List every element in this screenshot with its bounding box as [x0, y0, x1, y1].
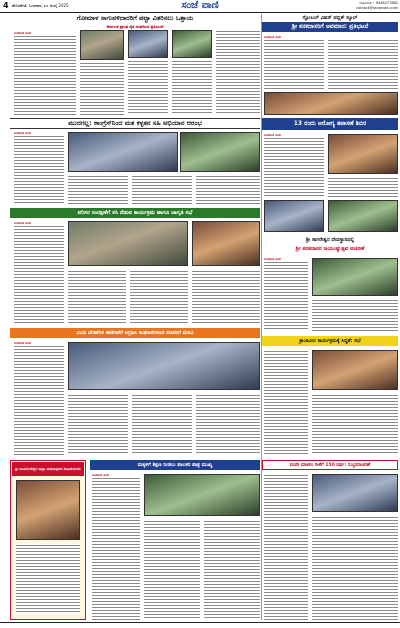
headline-1: ಗೋಮಾಳ ಸಾಗುವಳಿದಾರರಿಗೆ ಪಟ್ಟಾ ವಿತರಿಸಲು ಒತ್ತಾಯ [76, 14, 194, 22]
story-9-photo-2 [192, 221, 260, 266]
contact-line-2: contact@sanjevani.com [356, 6, 398, 10]
headline-10: ವಂದೇ ಮಾತರಂ ಗೀತೆಗೆ 150 ವರ್ಷ: ಸಂಭ್ರಮಾಚರಣೆ [262, 460, 398, 470]
column-rule [261, 14, 262, 620]
story-12-text [264, 350, 308, 455]
headline-8: ಕ್ರಾಂತಿವೀರ ಕಾರ್ಯಕ್ರಮಕ್ಕೆ ಸಿದ್ಧತೆ: ಸಭೆ [262, 336, 398, 346]
story-11-text-col3 [132, 394, 192, 455]
story-9-text-col3 [130, 270, 188, 325]
headline-6-main: ಶ್ರೀ ಕನಕದಾಸರ ಜಯಂತ್ಯುತ್ಸವ ಆಚರಣೆ [295, 245, 365, 252]
story-6-text-col2 [68, 175, 128, 205]
story-13-photo [144, 474, 260, 516]
story-11-photo [68, 342, 260, 390]
story-8-photo [264, 200, 324, 232]
story-9-text [14, 225, 64, 325]
ad-box-title: ಶ್ರೀ ರಾಮಲಿಂಗೇಶ್ವರ ಜಾತ್ರಾ ಮಹೋತ್ಸವದ ಶುಭಾಶಯಗಳು [12, 462, 84, 476]
headline-3: ಮುದಗಲ್ಲ: ಕಾಂಗ್ರೆಸ್‌ನಿಂದ ಮತ ಕಳ್ಳತನ ಸಹಿ ಅಭಿಯಾನ ಆರಂಭ [10, 118, 260, 129]
byline-2: ಸಂಜೆವಾಣಿ ವಾರ್ತೆ [264, 35, 282, 39]
story-10-text-col2 [312, 299, 398, 331]
story-6-text-col3 [132, 175, 192, 205]
story-7-text [264, 137, 324, 197]
story-12-text-col2 [312, 394, 398, 455]
story-4-text-col2 [328, 39, 398, 89]
page-number: 4 [3, 1, 9, 10]
byline-8: ಸಂಜೆವಾಣಿ ವಾರ್ತೆ [92, 473, 110, 477]
story-4-photo [264, 92, 398, 115]
story-2-text [128, 60, 168, 115]
ad-box-photo [16, 480, 80, 540]
story-14-text [264, 474, 308, 620]
headline-7: ವಿವಿಧ ಬೇಡಿಕೆಗಳ ಈಡೇರಿಕೆಗೆ ಆಗ್ರಹಿಸಿ ಸಂಘಟನೆಗಳಿಂದ ಸಚಿವರಿಗೆ ಮನವಿ [10, 328, 260, 338]
masthead-rule [0, 12, 400, 13]
story-8-photo-2 [328, 200, 398, 232]
story-13-text-col3 [204, 520, 260, 620]
story-6-text-col4 [196, 175, 260, 205]
byline-4: ಸಂಜೆವಾಣಿ ವಾರ್ತೆ [264, 133, 282, 137]
story-1-text [14, 35, 76, 115]
headline-5: ಪರಿಸರ ಸಂರಕ್ಷಣೆಗೆ ಸಸಿ ನೆಡುವ ಕಾರ್ಯಕ್ರಮ ಹಾಗೂ ಜಾಗೃತಿ ಸಭೆ [10, 208, 260, 218]
story-11-text-col4 [196, 394, 260, 455]
story-12-photo [312, 350, 398, 390]
date-line: ಹೊಸಪೇಟೆ, ಬುಧವಾರ, ೩೦ ಜುಲೈ 2025 [12, 3, 69, 8]
contact-line-1: ಜಾಹೀರಾತು : 9448477882 [359, 1, 398, 5]
story-14-photo [312, 474, 398, 512]
story-1-photo [80, 30, 124, 60]
story-9-text-col4 [192, 270, 260, 325]
byline-3: ಸಂಜೆವಾಣಿ ವಾರ್ತೆ [14, 131, 32, 135]
story-5-text [216, 30, 260, 115]
story-6-photo [68, 132, 178, 172]
headline-6-top: ಶ್ರೀ ಸಾಗರೇಶ್ವರ ದೇವಸ್ಥಾನದಲ್ಲಿ [305, 237, 355, 243]
story-3-text [172, 60, 212, 115]
headline-1-subhead: ಕರ್ನಾಟಕ ಪ್ರಾಂತ ರೈತ ಸಂಘದಿಂದ ಪ್ರತಿಭಟನೆ [106, 23, 164, 29]
story-13-text-col2 [144, 520, 200, 620]
story-9-photo [68, 221, 188, 266]
story-7-photo [328, 134, 398, 174]
byline-7: ಸಂಜೆವಾಣಿ ವಾರ್ತೆ [14, 341, 32, 345]
story-2-photo [128, 30, 168, 58]
headline-4: 13 ರಂದು ಆರೋಗ್ಯ ತಪಾಸಣೆ ಶಿಬಿರ [262, 118, 398, 130]
story-1-text-col2 [80, 62, 124, 115]
headline-2-main: ಶ್ರೀ ಕನಕದಾಸರಿಗೆ ಅವಮಾನ: ಪ್ರತಿಭಟನೆ [262, 22, 398, 32]
headline-2-top: ಗ್ಲೋಬಲ್ ವಿಷನ್ ಪಬ್ಲಿಕ್ ಸ್ಕೂಲ್ [302, 15, 358, 21]
story-3-photo [172, 30, 212, 58]
byline-5: ಸಂಜೆವಾಣಿ ವಾರ್ತೆ [14, 221, 32, 225]
story-9-text-col2 [68, 270, 126, 325]
story-14-text-col2 [312, 516, 398, 620]
story-4-text [264, 39, 324, 89]
story-7-text-col2 [328, 177, 398, 197]
masthead-logo: ಸಂಜೆ ವಾಣಿ [181, 0, 219, 11]
story-11-text [14, 345, 64, 455]
story-10-photo [312, 258, 398, 296]
story-6-text [14, 135, 64, 205]
story-10-text [264, 261, 308, 331]
story-11-text-col2 [68, 394, 128, 455]
byline-6: ಸಂಜೆವಾಣಿ ವಾರ್ತೆ [264, 257, 282, 261]
story-6-photo-2 [180, 132, 260, 172]
story-13-text [92, 477, 140, 620]
headline-9: ಮಕ್ಕಳಿಗೆ ಶಿಕ್ಷಣ ನೀಡಲು ಪಾಲಕರ ಪಾತ್ರ ಮುಖ್ಯ [90, 460, 260, 470]
byline-1: ಸಂಜೆವಾಣಿ ವಾರ್ತೆ [14, 31, 32, 35]
bottom-rule [0, 622, 400, 623]
ad-box-text [16, 544, 80, 614]
